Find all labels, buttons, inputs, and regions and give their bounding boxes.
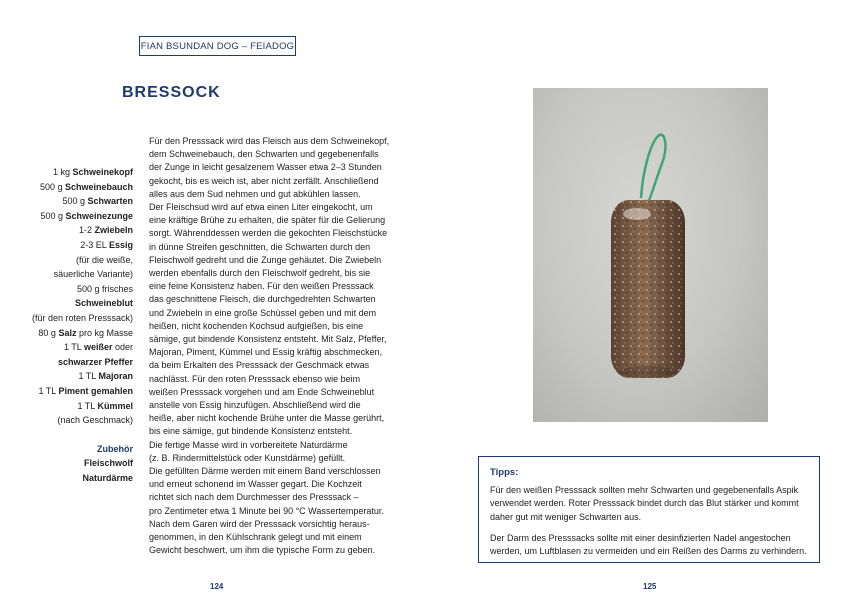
ingredients-list xyxy=(0,165,133,485)
equipment-heading: Zubehör xyxy=(97,443,133,454)
page-number-left: 124 xyxy=(210,582,224,591)
ingredient-note: säuerliche Variante) xyxy=(53,269,133,280)
chapter-title: FIAN BSUNDAN DOG – FEIADOG xyxy=(140,40,295,52)
instructions-text: Für den Presssack wird das Fleisch aus dem Schweinekopf, dem Schweinebauch, den Schwarten und gegebenenfalls der Zunge in leicht gesalzenem Wasser etwa 2–3 Stunden gekocht, bis es weich ist, aber nicht zerfällt. Anschließend alles aus dem Sud nehmen und gut abkühlen lassen. Der Fleischsud wird auf etwa einen Liter eingekocht, um eine kräftige Brühe zu erhalten, die später für die Gelierung sorgt. Währenddessen werden die gekochten Fleischstücke in dünne Streifen geschnitten, die Schwarten durch den Fleischwolf gedreht und die Zunge gehäutet. Die Zwiebeln werden ebenfalls durch den Fleischwolf gedreht, bis sie eine feine Konsistenz haben. Für den weißen Presssack das geschnittene Fleisch, die durchgedrehten Schwarten und Zwiebeln in eine große Schüssel geben und mit dem heißen, nicht kochenden Kochsud aufgießen, bis eine sämige, gut bindende Konsistenz entsteht. Mit Salz, Pfeffer, Majoran, Piment, Kümmel und Essig kräftig abschmecken, da beim Erkalten des Presssack der Geschmack etwas nachlässt. Für den roten Presssack ebenso wie beim weißen Presssack vorgehen und am Ende Schweineblut anstelle von Essig hinzufügen. Abschließend wird die heiße, aber nicht kochende Brühe unter die Masse gerührt, bis eine sämige, gut bindende Konsistenz entsteht. Die fertige Masse wird in vorbereitete Naturdärme (z. B. Rindermittelstück oder Kunstdärme) gefüllt. Die gefüllten Därme werden mit einem Band verschlossen und erneut schonend im Wasser gegart. Die Kochzeit richtet sich nach dem Durchmesser des Presssack – pro Zentimeter etwa 1 Minute bei 90 °C Wassertemperatur. Nach dem Garen wird der Presssack vorsichtig heraus- genommen, in den Kühlschrank gelegt und mit einem Gewicht beschwert, um ihm die typische Form zu geben. xyxy=(149,136,390,556)
ingredient-item: 1 TL weißer oder xyxy=(63,342,133,353)
tips-paragraph: Der Darm des Presssacks sollte mit einer desinfizierten Nadel angestochen werden, um Luftblasen zu vermeiden und ein Reißen des Darms zu verhindern. xyxy=(490,532,807,557)
ingredient-item: 2-3 EL Essig xyxy=(80,239,133,250)
ingredient-item: 500 g Schwarten xyxy=(62,196,133,207)
ingredient-item: 1 TL Kümmel xyxy=(77,400,133,411)
ingredient-item: 500 g frisches xyxy=(76,283,133,294)
tips-paragraph: Für den weißen Presssack sollten mehr Schwarten und gegebenenfalls Aspik verwendet werden. Roter Presssack bindet durch das Blut stärker und kommt daher gut mit weniger Schwarten aus. xyxy=(490,485,799,522)
ingredient-note: (nach Geschmack) xyxy=(57,415,133,426)
chapter-header xyxy=(139,36,296,56)
ingredient-item: 80 g Salz pro kg Masse xyxy=(38,327,133,338)
ingredient-item: 500 g Schweinezunge xyxy=(40,210,133,221)
ingredient-item: Schweineblut xyxy=(74,298,133,309)
ingredient-item: 1 TL Majoran xyxy=(78,371,133,382)
ingredient-note: (für den roten Presssack) xyxy=(31,312,133,323)
ingredient-item: 500 g Schweinebauch xyxy=(39,181,133,192)
sausage-illustration xyxy=(533,88,768,422)
equipment-item: Fleischwolf xyxy=(83,458,133,469)
equipment-item: Naturdärme xyxy=(82,472,133,483)
tips-title: Tipps: xyxy=(490,467,519,478)
ingredient-item: schwarzer Pfeffer xyxy=(57,356,133,367)
tips-box xyxy=(478,456,820,563)
recipe-title: BRESSOCK xyxy=(122,84,221,101)
bressock-photo xyxy=(533,88,768,422)
page-number-right: 125 xyxy=(643,582,657,591)
ingredient-item: 1-2 Zwiebeln xyxy=(78,225,133,236)
ingredient-item: 1 kg Schweinekopf xyxy=(52,167,133,177)
ingredient-note: (für die weiße, xyxy=(75,254,133,265)
ingredient-item: 1 TL Piment gemahlen xyxy=(38,385,133,396)
